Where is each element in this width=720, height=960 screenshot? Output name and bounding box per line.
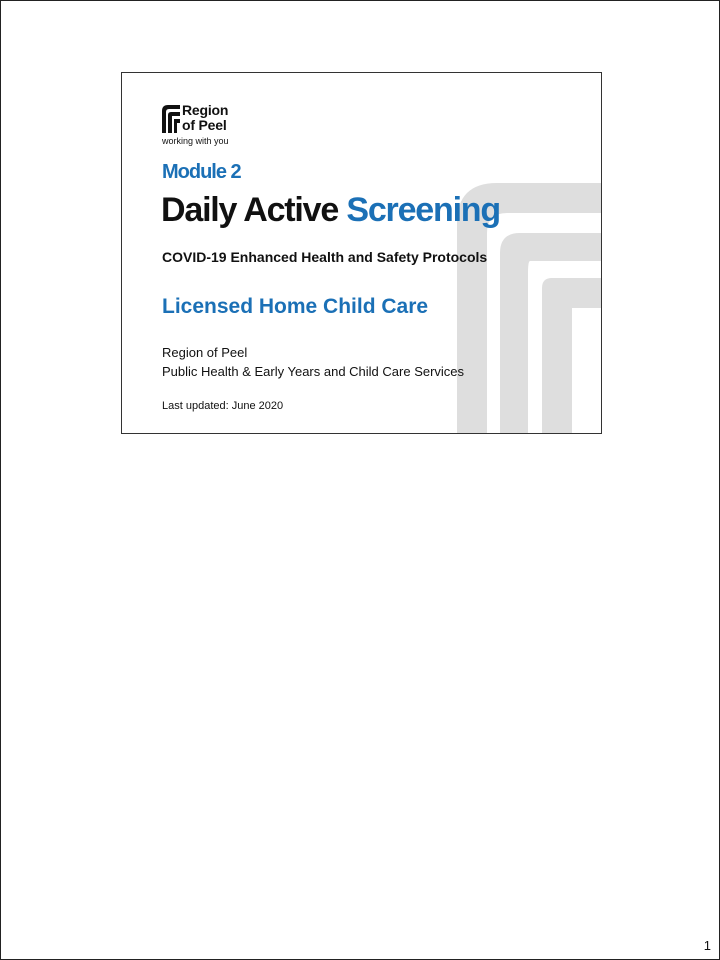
peel-mark-icon: [162, 105, 180, 133]
logo-line-peel: of Peel: [182, 117, 227, 133]
title-part-2: Screening: [346, 191, 500, 229]
logo-tagline: working with you: [162, 136, 229, 146]
module-label: Module 2: [162, 161, 241, 183]
title-part-1: Daily Active: [161, 191, 339, 229]
logo-line-region: Region: [182, 102, 229, 118]
org-line-2: Public Health & Early Years and Child Care Services: [162, 364, 465, 379]
program-heading: Licensed Home Child Care: [162, 295, 429, 318]
organization-block: [162, 343, 464, 381]
slide-thumbnail: [121, 72, 602, 434]
region-of-peel-logo: [162, 103, 252, 151]
last-updated: Last updated: June 2020: [162, 400, 284, 412]
page-number: 1: [703, 938, 711, 953]
slide-subtitle: COVID-19 Enhanced Health and Safety Protocols: [162, 249, 488, 265]
slide-title: [161, 191, 500, 230]
org-line-1: Region of Peel: [162, 345, 248, 360]
